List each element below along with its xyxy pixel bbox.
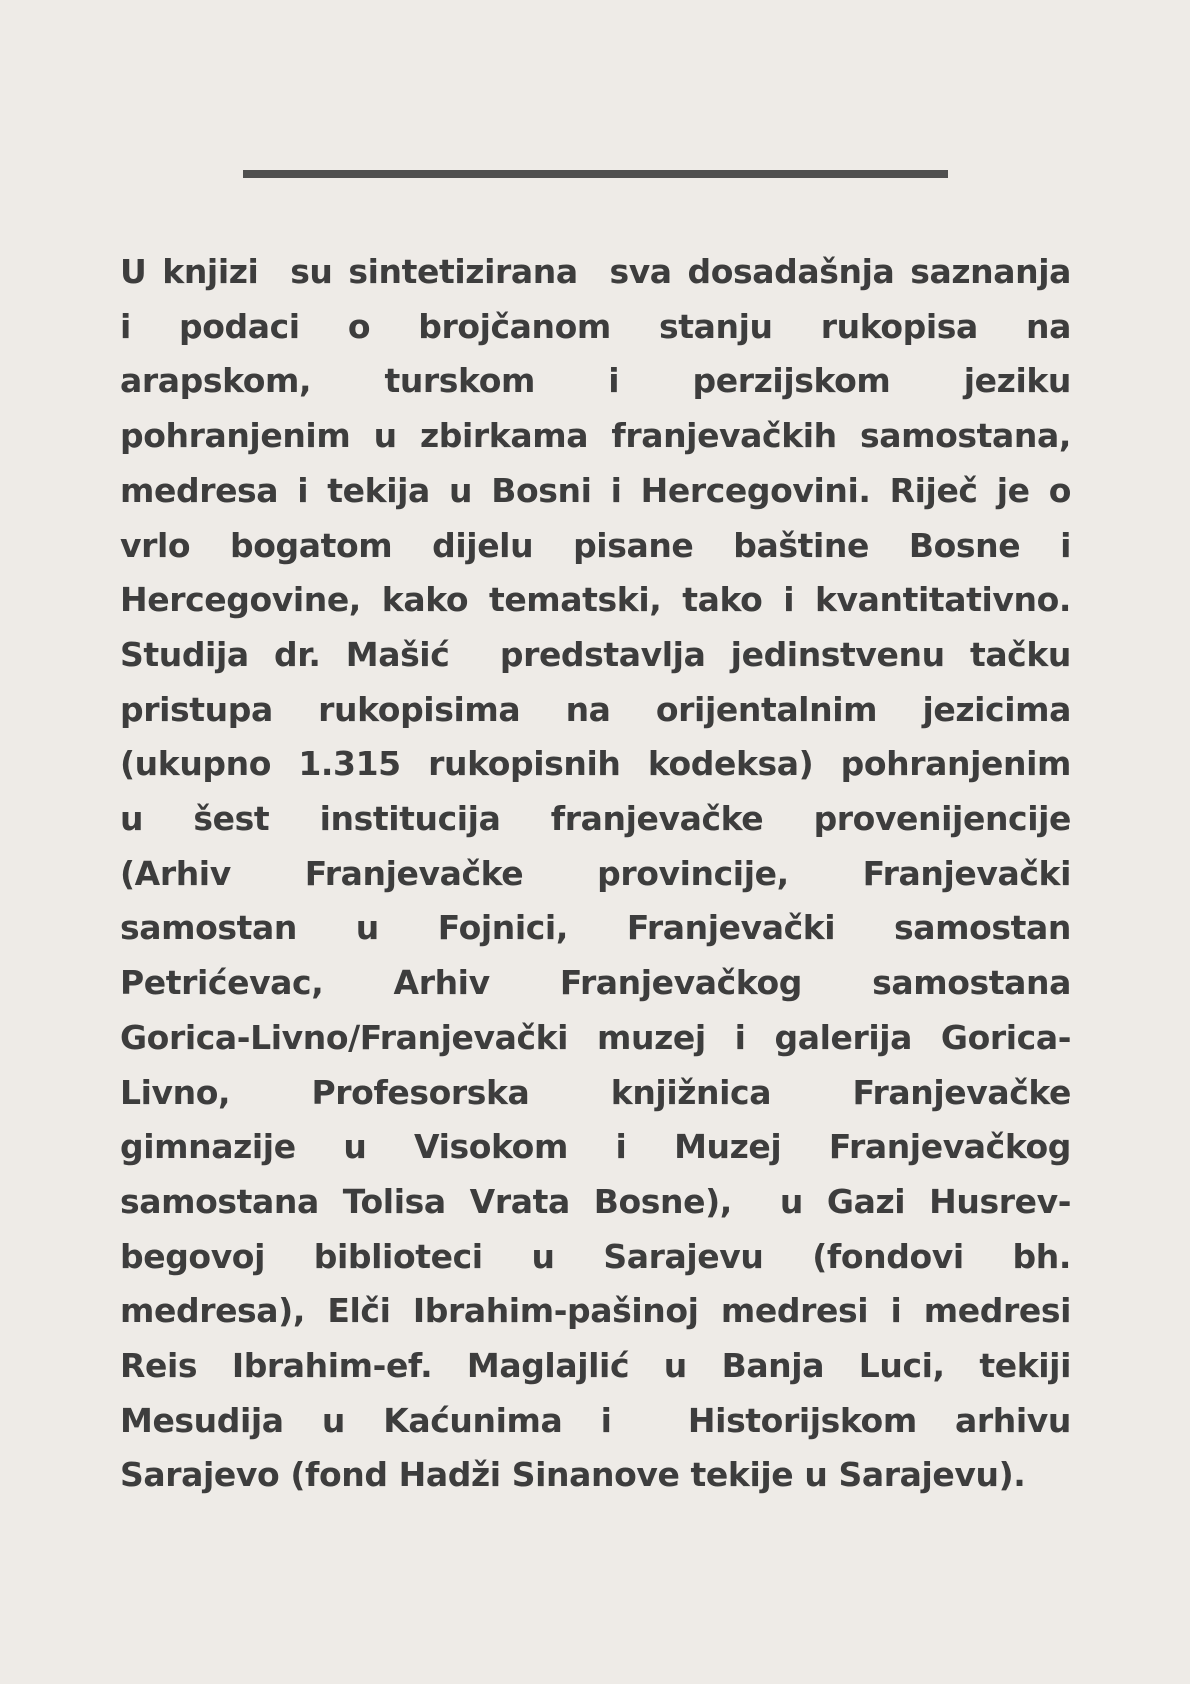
paragraph-line: Mesudija u Kaćunima i Historijskom arhivu xyxy=(120,1400,1071,1440)
paragraph-line: vrlo bogatom dijelu pisane baštine Bosne i xyxy=(120,525,1071,565)
paragraph-line: Livno, Profesorska knjižnica Franjevačke xyxy=(120,1072,1071,1112)
paragraph-line: Studija dr. Mašić predstavlja jedinstvenu tačku xyxy=(120,634,1071,674)
title-divider-rule xyxy=(243,170,948,178)
paragraph-line: medresa), Elči Ibrahim-pašinoj medresi i medresi xyxy=(120,1291,1071,1331)
paragraph-line: (Arhiv Franjevačke provincije, Franjevački xyxy=(120,853,1071,893)
paragraph-line: pristupa rukopisima na orijentalnim jezicima xyxy=(120,689,1071,729)
paragraph-line: medresa i tekija u Bosni i Hercegovini. Riječ je o xyxy=(120,470,1071,510)
paragraph-line: begovoj biblioteci u Sarajevu (fondovi bh. xyxy=(120,1236,1071,1276)
paragraph-line: u šest institucija franjevačke provenijencije xyxy=(120,799,1071,839)
paragraph-line: pohranjenim u zbirkama franjevačkih samostana, xyxy=(120,416,1071,456)
paragraph-last-line: Sarajevo (fond Hadži Sinanove tekije u Sarajevu). xyxy=(120,1455,1026,1495)
paragraph-line: samostana Tolisa Vrata Bosne), u Gazi Husrev- xyxy=(120,1181,1071,1221)
paragraph-line: gimnazije u Visokom i Muzej Franjevačkog xyxy=(120,1127,1071,1167)
paragraph-line: arapskom, turskom i perzijskom jeziku xyxy=(120,361,1071,401)
paragraph-line: (ukupno 1.315 rukopisnih kodeksa) pohranjenim xyxy=(120,744,1071,784)
paragraph-line: Gorica-Livno/Franjevački muzej i galerija Gorica- xyxy=(120,1017,1071,1057)
paragraph-line: Petrićevac, Arhiv Franjevačkog samostana xyxy=(120,963,1071,1003)
paragraph-line: Reis Ibrahim-ef. Maglajlić u Banja Luci, tekiji xyxy=(120,1346,1071,1386)
book-description-paragraph xyxy=(120,245,1071,1503)
paragraph-line: U knjizi su sintetizirana sva dosadašnja saznanja xyxy=(120,252,1071,291)
paragraph-line: samostan u Fojnici, Franjevački samostan xyxy=(120,908,1071,948)
paragraph-line: i podaci o brojčanom stanju rukopisa na xyxy=(120,306,1071,346)
paragraph-line: Hercegovine, kako tematski, tako i kvantitativno. xyxy=(120,580,1071,620)
